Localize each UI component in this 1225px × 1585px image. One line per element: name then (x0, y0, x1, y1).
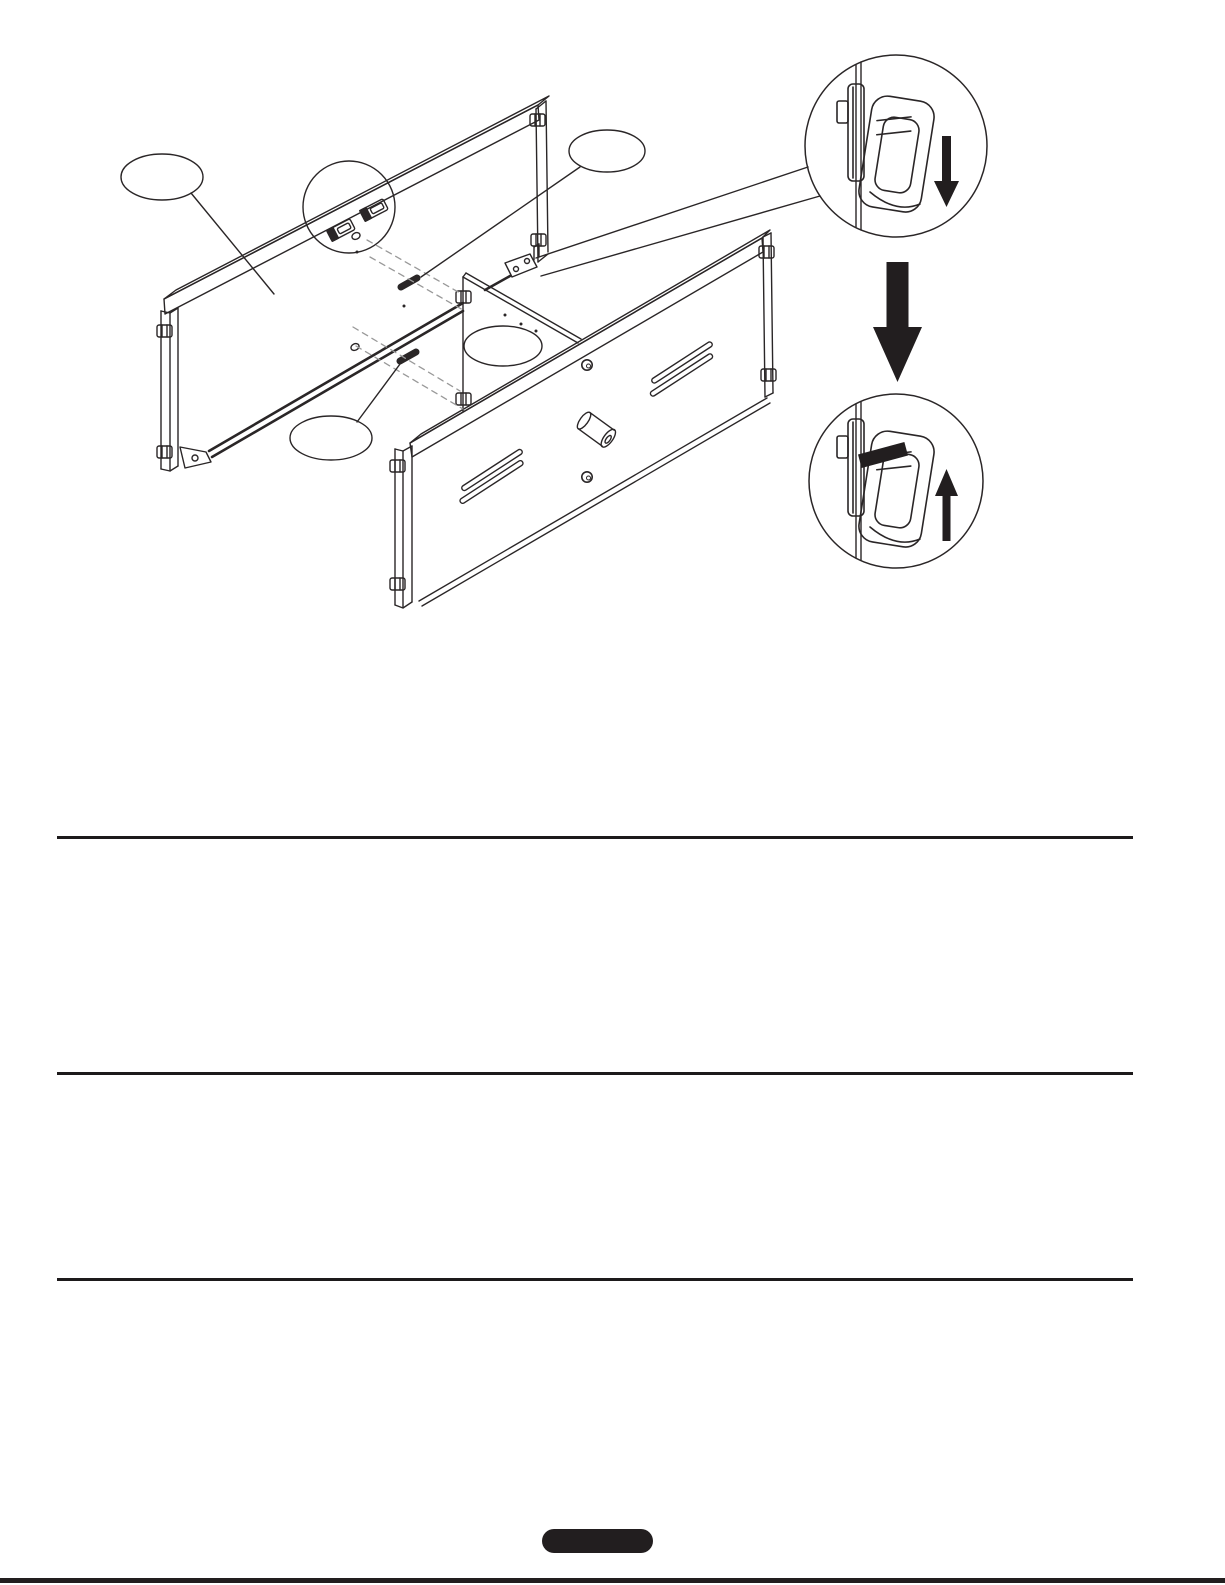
callout-bubble-2 (421, 130, 645, 277)
callout-bubble-3 (464, 326, 542, 366)
dowel-pins (400, 278, 417, 361)
magnifier-leader (541, 196, 820, 276)
callout-bubbles (121, 130, 645, 460)
screw-hole (582, 472, 592, 482)
section-rule-2 (57, 1072, 1133, 1075)
back-panel (157, 96, 549, 471)
latch-mechanism (837, 84, 936, 214)
hinge-clip (761, 369, 776, 381)
section-rule-3 (57, 1278, 1133, 1281)
down-arrow-icon (934, 136, 959, 207)
up-arrow-icon (935, 469, 958, 541)
screw-hole (582, 360, 592, 370)
alignment-dashed-guides (353, 240, 463, 409)
callout-bubble-1 (121, 154, 274, 294)
section-rule-1 (57, 836, 1133, 839)
divider-panel (456, 273, 581, 411)
magnifier-leader (536, 167, 808, 258)
page-number-badge (542, 1529, 653, 1553)
screw-hole (351, 231, 361, 240)
latch-detail-circle (303, 161, 395, 253)
corner-bracket (505, 244, 539, 277)
panel-foot (180, 447, 211, 468)
callout-bubble-4 (290, 360, 403, 460)
detail-view-released (536, 55, 987, 276)
rail-latch (360, 199, 389, 222)
detail-view-engaged (809, 394, 983, 568)
latch-mechanism (837, 419, 936, 549)
big-down-arrow-icon (873, 262, 922, 382)
page-bottom-edge (0, 1578, 1225, 1583)
assembly-diagram (0, 0, 1225, 700)
roller-catch (575, 410, 618, 450)
detail-circle (805, 55, 987, 237)
